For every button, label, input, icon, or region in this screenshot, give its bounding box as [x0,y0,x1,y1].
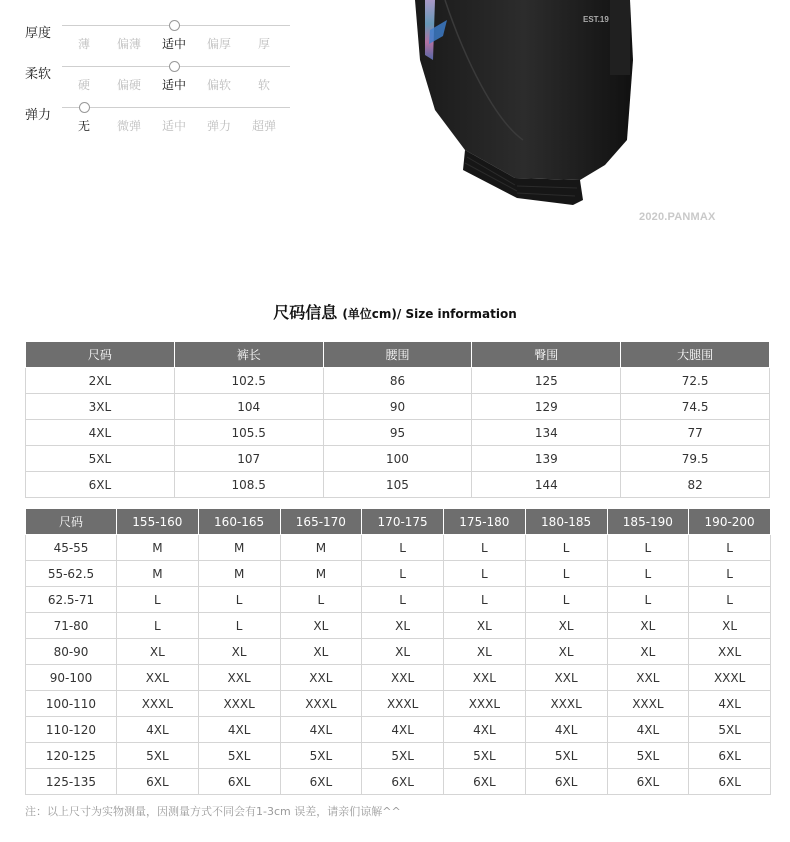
table-cell: 4XL [444,717,526,743]
table-cell: 105.5 [174,420,323,446]
table-cell: XL [689,613,771,639]
attr-row [0,104,300,144]
table-cell: 90 [323,394,472,420]
attr-option: 适中 [161,37,186,51]
header-cell: 大腿围 [621,342,770,368]
attr-option: 适中 [161,119,186,133]
attr-label: 厚度 [25,26,52,41]
table-cell: L [689,561,771,587]
table-cell: 5XL [362,743,444,769]
header-cell: 175-180 [444,509,526,535]
table-cell: 107 [174,446,323,472]
table-cell: XXXL [198,691,280,717]
table-cell: 129 [472,394,621,420]
table-cell: 5XL [26,446,175,472]
table-cell: XXL [444,665,526,691]
table-row [26,420,770,446]
header-cell: 155-160 [117,509,199,535]
table-row [26,743,771,769]
table-cell: L [444,587,526,613]
attr-option: 软 [257,78,270,92]
table-cell: 77 [621,420,770,446]
table-cell: 5XL [444,743,526,769]
table-cell: XL [362,613,444,639]
table-cell: 6XL [280,769,362,795]
table-cell: 4XL [362,717,444,743]
table-cell: 79.5 [621,446,770,472]
table-cell: 104 [174,394,323,420]
table-cell: 125-135 [26,769,117,795]
attr-option: 适中 [161,78,186,92]
table-cell: XXL [607,665,689,691]
table-cell: M [280,535,362,561]
attr-option: 偏薄 [116,37,141,51]
table-cell: 120-125 [26,743,117,769]
table-cell: 5XL [198,743,280,769]
attr-row [0,22,300,62]
table-cell: 6XL [689,743,771,769]
table-cell: L [607,587,689,613]
table-cell: XL [280,613,362,639]
table-row [26,769,771,795]
table-row [26,472,770,498]
table-cell: XL [444,613,526,639]
table-cell: L [198,587,280,613]
attr-option: 偏软 [206,78,231,92]
table-cell: 95 [323,420,472,446]
table-cell: 110-120 [26,717,117,743]
header-cell: 160-165 [198,509,280,535]
table-cell: XL [117,639,199,665]
table-cell: L [362,561,444,587]
table-cell: XXL [280,665,362,691]
header-cell: 腰围 [323,342,472,368]
attr-label: 柔软 [25,67,52,82]
header-cell: 165-170 [280,509,362,535]
table-cell: 105 [323,472,472,498]
table-cell: XL [607,613,689,639]
table-cell: XXL [525,665,607,691]
attr-selected-dot [169,20,180,31]
table-cell: 71-80 [26,613,117,639]
table-cell: 6XL [607,769,689,795]
title-en: (单位cm)/ Size information [342,307,517,321]
table-cell: M [117,535,199,561]
size-info-title [0,300,790,323]
size-table-header [26,342,770,368]
table-cell: 100-110 [26,691,117,717]
table-cell: 6XL [117,769,199,795]
table-cell: 86 [323,368,472,394]
table-cell: 134 [472,420,621,446]
table-cell: L [525,561,607,587]
attr-option: 偏硬 [116,78,141,92]
header-cell: 臀围 [472,342,621,368]
table-cell: 102.5 [174,368,323,394]
table-cell: L [689,587,771,613]
table-cell: XXL [689,639,771,665]
table-row [26,394,770,420]
table-cell: 55-62.5 [26,561,117,587]
table-cell: 5XL [607,743,689,769]
table-cell: L [362,587,444,613]
table-cell: 139 [472,446,621,472]
table-cell: M [117,561,199,587]
title-cn: 尺码信息 [273,303,338,322]
table-cell: L [117,587,199,613]
table-row [26,639,771,665]
header-cell: 裤长 [174,342,323,368]
attr-scale-line [62,107,290,108]
table-cell: XL [607,639,689,665]
header-cell: 180-185 [525,509,607,535]
table-cell: 4XL [607,717,689,743]
table-row [26,368,770,394]
table-cell: 144 [472,472,621,498]
table-row [26,691,771,717]
table-cell: 5XL [525,743,607,769]
table-cell: L [362,535,444,561]
measurement-note: 注：以上尺寸为实物测量，因测量方式不同会有1-3cm 误差，请亲们谅解^^ [25,805,401,818]
table-cell: XL [280,639,362,665]
table-cell: 6XL [689,769,771,795]
header-cell: 190-200 [689,509,771,535]
pants-image [405,0,645,210]
table-cell: 4XL [117,717,199,743]
attr-option: 弹力 [206,119,231,133]
table-cell: 4XL [280,717,362,743]
table-cell: L [607,535,689,561]
table-cell: XXXL [525,691,607,717]
table-cell: XXXL [689,665,771,691]
table-cell: L [444,561,526,587]
table-cell: XL [525,613,607,639]
table-cell: 82 [621,472,770,498]
attr-option: 超弹 [251,119,276,133]
table-cell: 90-100 [26,665,117,691]
table-cell: XL [362,639,444,665]
table-cell: XXXL [280,691,362,717]
attr-option: 薄 [77,37,90,51]
table-cell: L [607,561,689,587]
table-cell: XXXL [607,691,689,717]
attr-selected-dot [169,61,180,72]
attr-option: 硬 [77,78,90,92]
table-cell: XXXL [117,691,199,717]
table-cell: 6XL [444,769,526,795]
table-row [26,613,771,639]
table-cell: L [525,535,607,561]
attr-option: 无 [77,119,90,133]
table-row [26,446,770,472]
table-cell: M [280,561,362,587]
watermark-text: 2020.PANMAX [639,211,716,223]
table-cell: L [689,535,771,561]
table-cell: XXXL [444,691,526,717]
table-cell: 4XL [26,420,175,446]
table-cell: XL [444,639,526,665]
header-cell: 185-190 [607,509,689,535]
table-cell: 5XL [280,743,362,769]
table-cell: 6XL [362,769,444,795]
table-cell: XXL [198,665,280,691]
table-cell: M [198,561,280,587]
table-cell: L [444,535,526,561]
table-cell: 3XL [26,394,175,420]
table-row [26,561,771,587]
table-row [26,717,771,743]
table-cell: 6XL [26,472,175,498]
table-cell: 4XL [689,691,771,717]
table-cell: L [525,587,607,613]
fit-table-header [26,509,771,535]
table-cell: 80-90 [26,639,117,665]
table-cell: XL [198,639,280,665]
table-cell: 62.5-71 [26,587,117,613]
product-photo [405,0,645,210]
table-cell: XXL [362,665,444,691]
photo-label-text: EST.19 [583,15,609,24]
fit-table [25,508,771,795]
attr-row [0,63,300,103]
table-cell: L [280,587,362,613]
table-row [26,665,771,691]
table-cell: XXXL [362,691,444,717]
header-cell: 尺码 [26,509,117,535]
table-cell: 100 [323,446,472,472]
attr-option: 微弹 [116,119,141,133]
attr-option: 厚 [257,37,270,51]
table-cell: 45-55 [26,535,117,561]
table-cell: 72.5 [621,368,770,394]
attr-selected-dot [79,102,90,113]
table-row [26,587,771,613]
table-cell: 4XL [525,717,607,743]
table-cell: 125 [472,368,621,394]
attr-option: 偏厚 [206,37,231,51]
attr-label: 弹力 [25,108,52,123]
table-cell: L [117,613,199,639]
table-cell: L [198,613,280,639]
header-cell: 尺码 [26,342,175,368]
table-cell: 108.5 [174,472,323,498]
table-cell: 6XL [525,769,607,795]
table-cell: 74.5 [621,394,770,420]
header-cell: 170-175 [362,509,444,535]
table-cell: XL [525,639,607,665]
table-cell: 6XL [198,769,280,795]
table-row [26,535,771,561]
table-cell: 5XL [689,717,771,743]
table-cell: XXL [117,665,199,691]
table-cell: M [198,535,280,561]
size-table [25,341,770,498]
table-cell: 4XL [198,717,280,743]
table-cell: 5XL [117,743,199,769]
table-cell: 2XL [26,368,175,394]
